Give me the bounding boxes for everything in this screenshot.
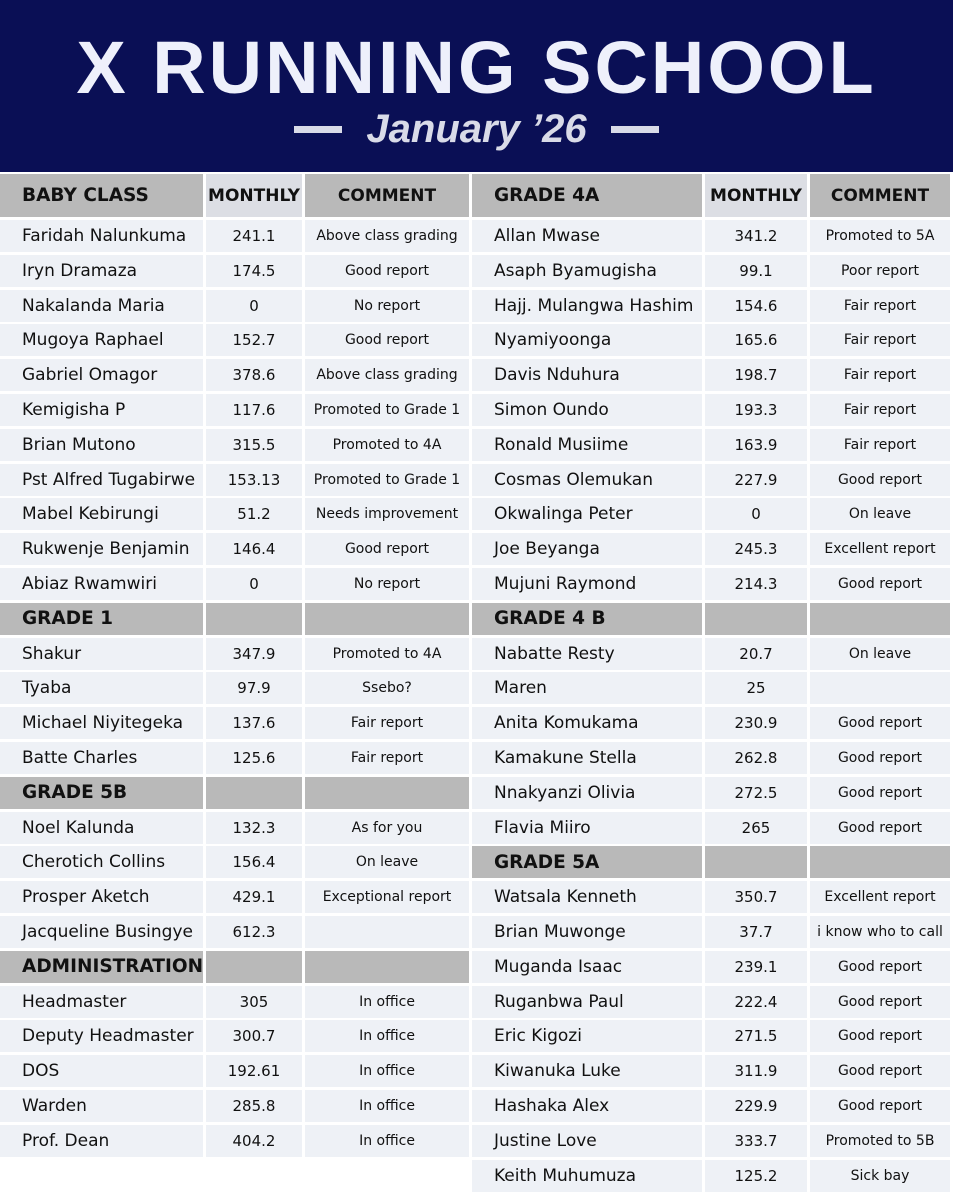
comment-column-header: COMMENT xyxy=(810,174,950,217)
comment-column-header xyxy=(305,777,469,809)
comment-text: On leave xyxy=(305,846,469,878)
comment-text: On leave xyxy=(810,638,950,670)
table-row xyxy=(472,255,953,290)
comment-text: In office xyxy=(305,1090,469,1122)
person-name: Prosper Aketch xyxy=(0,881,203,913)
table-row xyxy=(472,429,953,464)
monthly-value: 153.13 xyxy=(206,464,302,496)
header-banner xyxy=(0,0,953,172)
table-row xyxy=(0,916,469,951)
comment-text: Good report xyxy=(810,1090,950,1122)
monthly-value: 350.7 xyxy=(705,881,807,913)
person-name: Okwalinga Peter xyxy=(472,498,702,530)
comment-text: Good report xyxy=(810,951,950,983)
person-name: Joe Beyanga xyxy=(472,533,702,565)
monthly-value: 132.3 xyxy=(206,812,302,844)
comment-text: In office xyxy=(305,1055,469,1087)
table-row xyxy=(0,1090,469,1125)
person-name: Gabriel Omagor xyxy=(0,359,203,391)
section-header-row xyxy=(472,174,953,220)
table-row xyxy=(0,638,469,673)
monthly-value: 137.6 xyxy=(206,707,302,739)
comment-text: Needs improvement xyxy=(305,498,469,530)
person-name: Mabel Kebirungi xyxy=(0,498,203,530)
person-name: Simon Oundo xyxy=(472,394,702,426)
section-title: GRADE 1 xyxy=(0,603,203,635)
section-title: GRADE 5B xyxy=(0,777,203,809)
person-name: Abiaz Rwamwiri xyxy=(0,568,203,600)
monthly-value: 193.3 xyxy=(705,394,807,426)
person-name: Asaph Byamugisha xyxy=(472,255,702,287)
person-name: Jacqueline Busingye xyxy=(0,916,203,948)
monthly-value: 0 xyxy=(206,568,302,600)
section-title: GRADE 5A xyxy=(472,846,702,878)
left-column-table xyxy=(0,174,469,1160)
table-row xyxy=(472,464,953,499)
section-header-row xyxy=(472,846,953,881)
table-row xyxy=(472,359,953,394)
monthly-value: 163.9 xyxy=(705,429,807,461)
monthly-value: 347.9 xyxy=(206,638,302,670)
person-name: Nabatte Resty xyxy=(472,638,702,670)
person-name: Muganda Isaac xyxy=(472,951,702,983)
person-name: Noel Kalunda xyxy=(0,812,203,844)
comment-column-header xyxy=(810,603,950,635)
table-row xyxy=(472,1090,953,1125)
table-row xyxy=(0,255,469,290)
comment-text: Good report xyxy=(810,812,950,844)
person-name: Hajj. Mulangwa Hashim xyxy=(472,290,702,322)
table-row xyxy=(0,742,469,777)
person-name: Justine Love xyxy=(472,1125,702,1157)
person-name: Ronald Musiime xyxy=(472,429,702,461)
person-name: Faridah Nalunkuma xyxy=(0,220,203,252)
monthly-column-header: MONTHLY xyxy=(705,174,807,217)
monthly-value: 300.7 xyxy=(206,1020,302,1052)
monthly-value: 285.8 xyxy=(206,1090,302,1122)
table-row xyxy=(0,359,469,394)
table-row xyxy=(0,986,469,1021)
section-header-row xyxy=(0,174,469,220)
monthly-value: 165.6 xyxy=(705,324,807,356)
table-row xyxy=(472,394,953,429)
table-row xyxy=(472,707,953,742)
person-name: Mugoya Raphael xyxy=(0,324,203,356)
table-row xyxy=(0,220,469,255)
person-name: Nakalanda Maria xyxy=(0,290,203,322)
monthly-value: 265 xyxy=(705,812,807,844)
person-name: Flavia Miiro xyxy=(472,812,702,844)
table-row xyxy=(472,916,953,951)
comment-text: Fair report xyxy=(810,290,950,322)
comment-text: Good report xyxy=(810,568,950,600)
comment-text: Promoted to 4A xyxy=(305,638,469,670)
table-row xyxy=(472,812,953,847)
table-row xyxy=(472,533,953,568)
monthly-value: 20.7 xyxy=(705,638,807,670)
person-name: Headmaster xyxy=(0,986,203,1018)
section-title: GRADE 4A xyxy=(472,174,702,217)
table-row xyxy=(0,1055,469,1090)
right-dash-decoration xyxy=(611,126,659,133)
table-row xyxy=(0,881,469,916)
table-row xyxy=(0,394,469,429)
comment-text: Promoted to Grade 1 xyxy=(305,464,469,496)
person-name: Brian Mutono xyxy=(0,429,203,461)
monthly-value: 214.3 xyxy=(705,568,807,600)
person-name: Watsala Kenneth xyxy=(472,881,702,913)
table-row xyxy=(472,324,953,359)
table-row xyxy=(472,220,953,255)
section-title: BABY CLASS xyxy=(0,174,203,217)
monthly-value: 315.5 xyxy=(206,429,302,461)
monthly-value: 25 xyxy=(705,672,807,704)
table-row xyxy=(0,672,469,707)
table-row xyxy=(0,568,469,603)
person-name: Cherotich Collins xyxy=(0,846,203,878)
monthly-value: 154.6 xyxy=(705,290,807,322)
section-header-row xyxy=(0,603,469,638)
comment-text: Good report xyxy=(810,1055,950,1087)
table-row xyxy=(472,1160,953,1195)
comment-text: Good report xyxy=(810,1020,950,1052)
comment-text: Excellent report xyxy=(810,533,950,565)
section-header-row xyxy=(0,951,469,986)
comment-column-header xyxy=(810,846,950,878)
page-subtitle: January ’26 xyxy=(366,107,587,151)
monthly-column-header xyxy=(705,846,807,878)
table-row xyxy=(0,290,469,325)
person-name: Allan Mwase xyxy=(472,220,702,252)
person-name: Tyaba xyxy=(0,672,203,704)
section-title: GRADE 4 B xyxy=(472,603,702,635)
comment-text: No report xyxy=(305,568,469,600)
left-dash-decoration xyxy=(294,126,342,133)
monthly-column-header: MONTHLY xyxy=(206,174,302,217)
monthly-value: 239.1 xyxy=(705,951,807,983)
monthly-value: 99.1 xyxy=(705,255,807,287)
comment-text: Fair report xyxy=(810,359,950,391)
table-row xyxy=(472,638,953,673)
comment-text: Promoted to 5A xyxy=(810,220,950,252)
monthly-value: 230.9 xyxy=(705,707,807,739)
page-title: X RUNNING SCHOOL xyxy=(76,26,877,109)
comment-text: Good report xyxy=(810,464,950,496)
monthly-value: 333.7 xyxy=(705,1125,807,1157)
comment-text: In office xyxy=(305,986,469,1018)
right-column-table xyxy=(472,174,953,1194)
monthly-value: 0 xyxy=(705,498,807,530)
monthly-value: 222.4 xyxy=(705,986,807,1018)
person-name: Keith Muhumuza xyxy=(472,1160,702,1192)
monthly-value: 262.8 xyxy=(705,742,807,774)
comment-text: Good report xyxy=(305,533,469,565)
person-name: Maren xyxy=(472,672,702,704)
comment-text: Fair report xyxy=(810,324,950,356)
monthly-value: 229.9 xyxy=(705,1090,807,1122)
person-name: Anita Komukama xyxy=(472,707,702,739)
comment-text: In office xyxy=(305,1125,469,1157)
comment-text: Good report xyxy=(810,707,950,739)
monthly-value: 429.1 xyxy=(206,881,302,913)
person-name: Michael Niyitegeka xyxy=(0,707,203,739)
monthly-value: 272.5 xyxy=(705,777,807,809)
table-row xyxy=(0,1020,469,1055)
comment-column-header xyxy=(305,603,469,635)
comment-text: Fair report xyxy=(810,394,950,426)
comment-text: Exceptional report xyxy=(305,881,469,913)
table-row xyxy=(0,324,469,359)
monthly-value: 245.3 xyxy=(705,533,807,565)
table-row xyxy=(472,498,953,533)
monthly-column-header xyxy=(206,777,302,809)
comment-text: No report xyxy=(305,290,469,322)
table-row xyxy=(0,429,469,464)
comment-text: Good report xyxy=(305,255,469,287)
comment-text: Sick bay xyxy=(810,1160,950,1192)
table-row xyxy=(472,881,953,916)
comment-text: Promoted to Grade 1 xyxy=(305,394,469,426)
comment-text: Fair report xyxy=(305,707,469,739)
table-row xyxy=(0,464,469,499)
table-row xyxy=(0,533,469,568)
subtitle-row xyxy=(0,104,953,154)
comment-text: Good report xyxy=(810,742,950,774)
table-row xyxy=(472,290,953,325)
monthly-value: 612.3 xyxy=(206,916,302,948)
monthly-value: 156.4 xyxy=(206,846,302,878)
monthly-value: 227.9 xyxy=(705,464,807,496)
comment-column-header: COMMENT xyxy=(305,174,469,217)
comment-text: Fair report xyxy=(305,742,469,774)
person-name: Mujuni Raymond xyxy=(472,568,702,600)
table-row xyxy=(472,1055,953,1090)
monthly-value: 311.9 xyxy=(705,1055,807,1087)
monthly-value: 271.5 xyxy=(705,1020,807,1052)
person-name: Warden xyxy=(0,1090,203,1122)
monthly-value: 378.6 xyxy=(206,359,302,391)
person-name: Nyamiyoonga xyxy=(472,324,702,356)
comment-text: Ssebo? xyxy=(305,672,469,704)
comment-text: Poor report xyxy=(810,255,950,287)
section-header-row xyxy=(472,603,953,638)
person-name: Brian Muwonge xyxy=(472,916,702,948)
monthly-value: 241.1 xyxy=(206,220,302,252)
monthly-value: 192.61 xyxy=(206,1055,302,1087)
person-name: Eric Kigozi xyxy=(472,1020,702,1052)
monthly-value: 117.6 xyxy=(206,394,302,426)
person-name: Deputy Headmaster xyxy=(0,1020,203,1052)
table-row xyxy=(472,568,953,603)
person-name: DOS xyxy=(0,1055,203,1087)
table-row xyxy=(472,672,953,707)
comment-text: On leave xyxy=(810,498,950,530)
person-name: Rukwenje Benjamin xyxy=(0,533,203,565)
table-row xyxy=(472,1125,953,1160)
person-name: Cosmas Olemukan xyxy=(472,464,702,496)
person-name: Kemigisha P xyxy=(0,394,203,426)
comment-text: i know who to call xyxy=(810,916,950,948)
comment-text: Promoted to 4A xyxy=(305,429,469,461)
monthly-value: 404.2 xyxy=(206,1125,302,1157)
person-name: Ruganbwa Paul xyxy=(472,986,702,1018)
section-header-row xyxy=(0,777,469,812)
monthly-value: 97.9 xyxy=(206,672,302,704)
monthly-value: 174.5 xyxy=(206,255,302,287)
section-title: ADMINISTRATION xyxy=(0,951,203,983)
table-row xyxy=(0,846,469,881)
table-row xyxy=(0,1125,469,1160)
monthly-value: 305 xyxy=(206,986,302,1018)
monthly-value: 51.2 xyxy=(206,498,302,530)
person-name: Kiwanuka Luke xyxy=(472,1055,702,1087)
person-name: Prof. Dean xyxy=(0,1125,203,1157)
comment-text: Above class grading xyxy=(305,359,469,391)
comment-text: Good report xyxy=(305,324,469,356)
comment-text: Good report xyxy=(810,986,950,1018)
monthly-value: 341.2 xyxy=(705,220,807,252)
table-row xyxy=(472,951,953,986)
monthly-column-header xyxy=(206,603,302,635)
person-name: Hashaka Alex xyxy=(472,1090,702,1122)
comment-text: Fair report xyxy=(810,429,950,461)
monthly-value: 198.7 xyxy=(705,359,807,391)
comment-text: As for you xyxy=(305,812,469,844)
person-name: Batte Charles xyxy=(0,742,203,774)
monthly-value: 37.7 xyxy=(705,916,807,948)
comment-text: In office xyxy=(305,1020,469,1052)
monthly-value: 125.2 xyxy=(705,1160,807,1192)
comment-text xyxy=(305,916,469,948)
comment-text: Excellent report xyxy=(810,881,950,913)
person-name: Kamakune Stella xyxy=(472,742,702,774)
person-name: Davis Nduhura xyxy=(472,359,702,391)
table-row xyxy=(472,1020,953,1055)
monthly-value: 152.7 xyxy=(206,324,302,356)
monthly-value: 125.6 xyxy=(206,742,302,774)
comment-text xyxy=(810,672,950,704)
person-name: Iryn Dramaza xyxy=(0,255,203,287)
table-row xyxy=(472,986,953,1021)
monthly-value: 0 xyxy=(206,290,302,322)
comment-text: Above class grading xyxy=(305,220,469,252)
person-name: Pst Alfred Tugabirwe xyxy=(0,464,203,496)
comment-text: Good report xyxy=(810,777,950,809)
table-row xyxy=(0,812,469,847)
table-row xyxy=(0,707,469,742)
monthly-column-header xyxy=(206,951,302,983)
table-row xyxy=(472,742,953,777)
comment-text: Promoted to 5B xyxy=(810,1125,950,1157)
person-name: Nnakyanzi Olivia xyxy=(472,777,702,809)
comment-column-header xyxy=(305,951,469,983)
monthly-column-header xyxy=(705,603,807,635)
monthly-value: 146.4 xyxy=(206,533,302,565)
table-row xyxy=(472,777,953,812)
person-name: Shakur xyxy=(0,638,203,670)
table-row xyxy=(0,498,469,533)
